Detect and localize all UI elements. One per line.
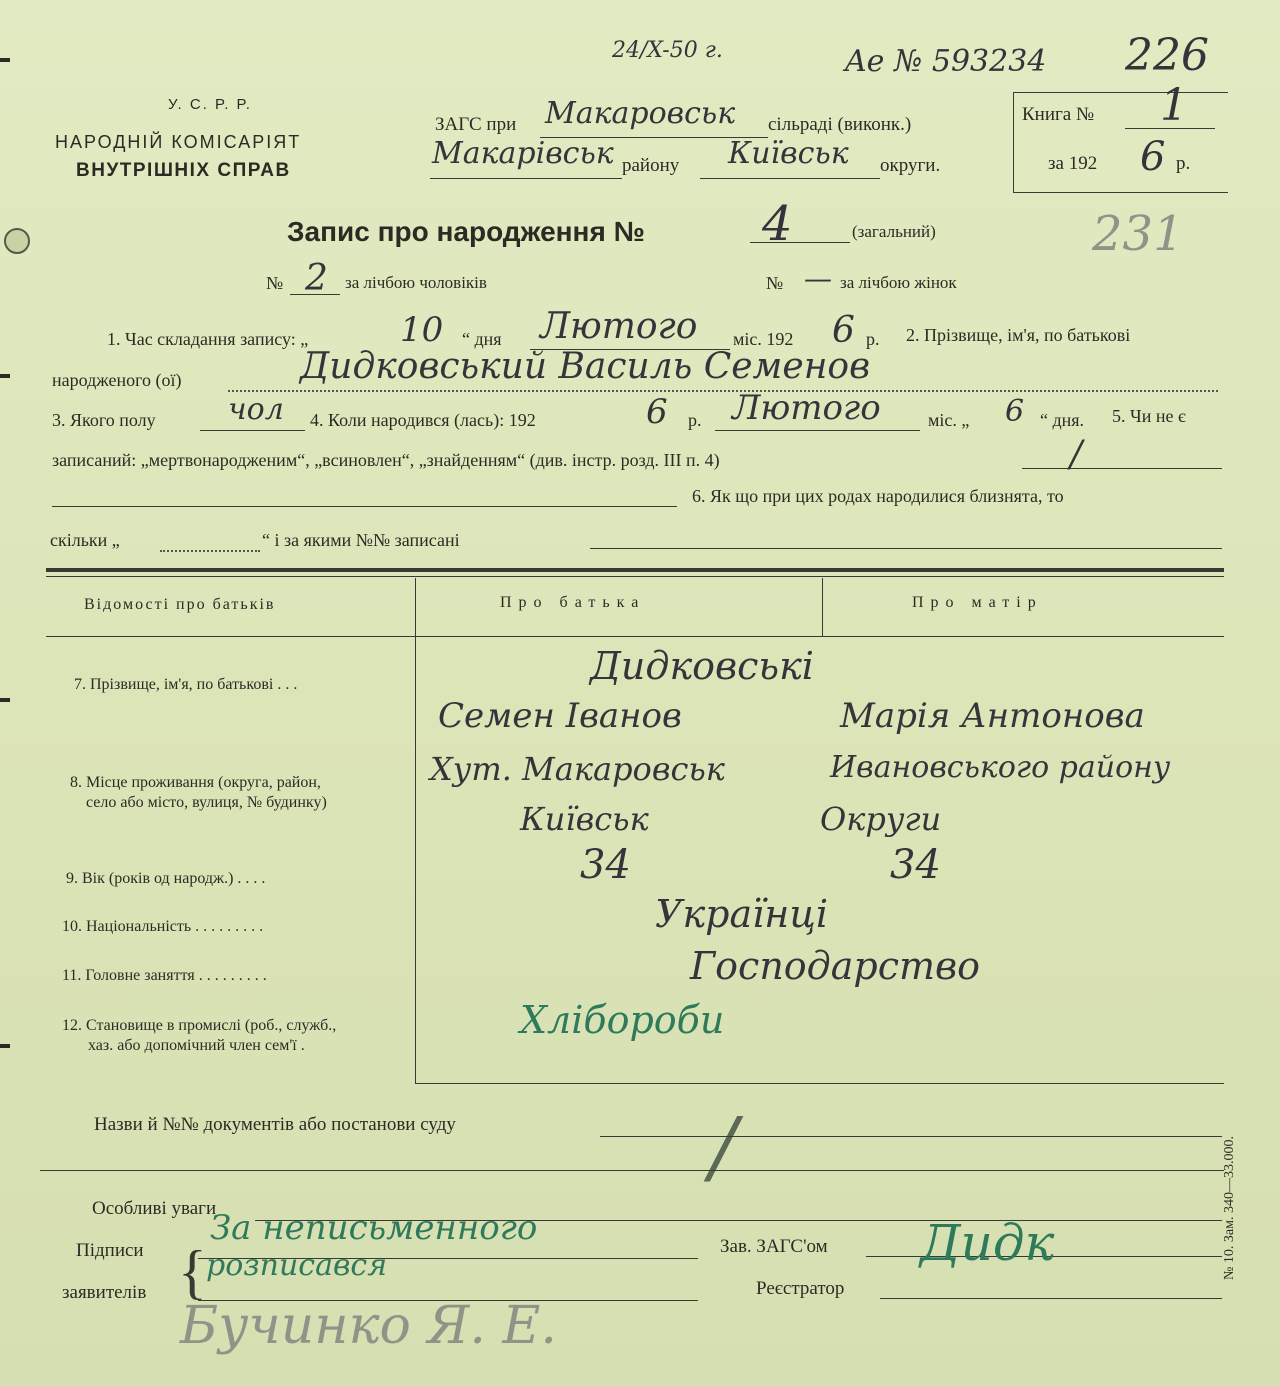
book-box-bottom (1013, 192, 1228, 193)
row-8-label-1: 8. Місце проживання (округа, район, (70, 774, 321, 791)
record-number: 4 (762, 196, 793, 252)
binder-mark (0, 58, 10, 62)
book-box-left (1013, 92, 1014, 192)
documents-line-1 (600, 1136, 1222, 1137)
book-year: 6 (1140, 134, 1166, 180)
men-no-label: № (266, 273, 284, 293)
okruga-underline (700, 178, 880, 179)
row-12-label-2: хаз. або допомічний член сем'ї . (88, 1037, 305, 1054)
binder-mark (0, 374, 10, 378)
rayon-underline (430, 178, 622, 179)
department-label: ВНУТРІШНІХ СПРАВ (76, 160, 291, 181)
brace: { (178, 1239, 207, 1305)
binder-mark (0, 1044, 10, 1048)
field-6-label: 6. Як що при цих родах народилися близнята, то (692, 486, 1064, 506)
twins-numbers-label: “ і за якими №№ записані (262, 530, 460, 550)
record-title: Запис про народження № (287, 216, 645, 247)
rayon-label: району (622, 155, 680, 176)
zags-label: ЗАГС при (435, 114, 517, 135)
record-year: 6 (832, 310, 855, 351)
women-no-label: № (766, 273, 784, 293)
zags-suffix: сільраді (виконк.) (768, 114, 912, 135)
record-day: 10 (400, 310, 444, 350)
registrar-line (880, 1298, 1222, 1299)
notes-text-2: розписався (206, 1248, 388, 1283)
nationality-value: Українці (655, 892, 828, 936)
mother-age: 34 (890, 842, 941, 888)
notes-text: За неписьменного (210, 1208, 538, 1248)
top-number: 226 (1125, 30, 1209, 81)
field-1-year: р. (866, 329, 880, 349)
row-11-label: 11. Головне заняття . . . . . . . . . (62, 967, 267, 984)
field-4-label: 4. Коли народився (лась): 192 (310, 410, 536, 430)
birth-day-label: “ дня. (1040, 410, 1085, 430)
birth-month: Лютого (732, 388, 881, 428)
men-number: 2 (305, 258, 328, 299)
child-name-line (228, 390, 1218, 392)
binder-hole (4, 228, 30, 254)
okruga-value: Київськ (728, 136, 849, 171)
mother-residence-2: Округи (820, 800, 942, 838)
column-header-mother: Про матір (912, 594, 1043, 611)
field-2-name-label: народженого (ої) (52, 370, 182, 390)
field-5-text: записаний: „мертвонародженим“, „всиновлен“, „знайденням“ (див. інстр. розд. III п. 4) (52, 450, 720, 470)
column-header-father: Про батька (500, 594, 646, 611)
sex-underline (200, 430, 305, 431)
twins-label: скільки „ (50, 530, 120, 550)
rayon-value: Макарівськ (432, 136, 614, 171)
father-name: Семен Іванов (438, 696, 682, 736)
row-10-label: 10. Національність . . . . . . . . . (62, 918, 264, 935)
date-stamp: 24/X-50 г. (612, 38, 723, 63)
registrar-label: Реєстратор (756, 1278, 845, 1299)
documents-line-2 (40, 1170, 1224, 1171)
table-divider-1 (415, 578, 416, 1083)
table-bottom-rule (415, 1083, 1224, 1084)
signatures-label: Підписи (76, 1240, 144, 1261)
table-divider-2 (822, 578, 823, 636)
village-value: Макаровськ (545, 96, 736, 131)
field-6-blank (52, 506, 677, 507)
women-label: за лічбою жінок (840, 273, 957, 292)
commissariat-label: НАРОДНІЙ КОМІСАРІЯТ (55, 132, 302, 152)
mother-name: Марія Антонова (840, 696, 1145, 736)
serial-number: Ae № 593234 (845, 44, 1047, 79)
field-1-month: міс. 192 (733, 329, 794, 349)
father-residence: Хут. Макаровськ (430, 750, 725, 788)
father-surname: Дидковські (590, 644, 814, 688)
field-5-value: / (1070, 434, 1083, 475)
book-number: 1 (1160, 80, 1188, 131)
column-header-parents: Відомості про батьків (84, 596, 276, 613)
row-8-label-2: село або місто, вулиця, № будинку) (86, 794, 327, 811)
field-2-label: 2. Прізвище, ім'я, по батькові (906, 325, 1131, 345)
field-1-label: 1. Час складання запису: „ (107, 329, 309, 349)
row-9-label: 9. Вік (років од народж.) . . . . (66, 870, 266, 887)
ussr-label: У. С. Р. Р. (168, 96, 252, 113)
twins-count-line (160, 550, 260, 552)
birth-month-label: міс. „ (928, 410, 970, 430)
applicants-line-1 (198, 1258, 698, 1259)
father-residence-2: Київськ (520, 800, 649, 838)
mother-residence: Ивановського району (830, 750, 1171, 785)
row-12-label-1: 12. Становище в промислі (роб., служб., (62, 1017, 337, 1034)
right-number: 231 (1092, 206, 1184, 262)
birth-year: 6 (646, 392, 668, 432)
binder-mark (0, 698, 10, 702)
men-underline (290, 294, 340, 295)
field-5-label: 5. Чи не є (1112, 406, 1186, 426)
documents-label: Назви й №№ документів або постанови суду (94, 1114, 456, 1135)
general-label: (загальний) (852, 222, 936, 241)
sex-value: чол (228, 392, 284, 427)
head-signature: Дидк (920, 1214, 1055, 1272)
book-label: Книга № (1022, 104, 1095, 125)
documents-mark: / (710, 1100, 737, 1193)
notes-label: Особливі уваги (92, 1198, 217, 1219)
book-year-suffix: р. (1176, 153, 1191, 174)
birth-year-suffix: р. (688, 410, 702, 430)
applicants-label: заявителів (62, 1282, 147, 1303)
table-top-rule-thin (46, 576, 1224, 577)
birth-month-underline (715, 430, 920, 431)
field-5-line (1022, 468, 1222, 469)
birth-day: 6 (1005, 394, 1025, 429)
field-1-day: “ дня (462, 329, 502, 349)
occupation-value: Господарство (690, 944, 981, 988)
table-header-rule (46, 636, 1224, 637)
print-info: № 10. Зам. 340—33.000. (1222, 1136, 1237, 1280)
men-label: за лічбою чоловіків (345, 273, 487, 292)
father-age: 34 (580, 842, 631, 888)
table-top-rule (46, 568, 1224, 572)
record-number-underline (750, 242, 850, 243)
bottom-name: Бучинко Я. Е. (180, 1296, 557, 1356)
status-value: Хлібороби (520, 998, 725, 1042)
book-underline (1125, 128, 1215, 129)
book-year-label: за 192 (1048, 153, 1098, 174)
record-month: Лютого (540, 306, 698, 347)
child-name: Дидковський Василь Семенов (300, 346, 871, 387)
row-7-label: 7. Прізвище, ім'я, по батькові . . . (74, 676, 298, 693)
okruga-label: округи. (880, 155, 941, 176)
book-box-top (1013, 92, 1228, 93)
head-label: Зав. ЗАГС'ом (720, 1236, 828, 1257)
women-number: — (804, 262, 832, 295)
twins-numbers-line (590, 548, 1222, 549)
field-3-label: 3. Якого полу (52, 410, 156, 430)
